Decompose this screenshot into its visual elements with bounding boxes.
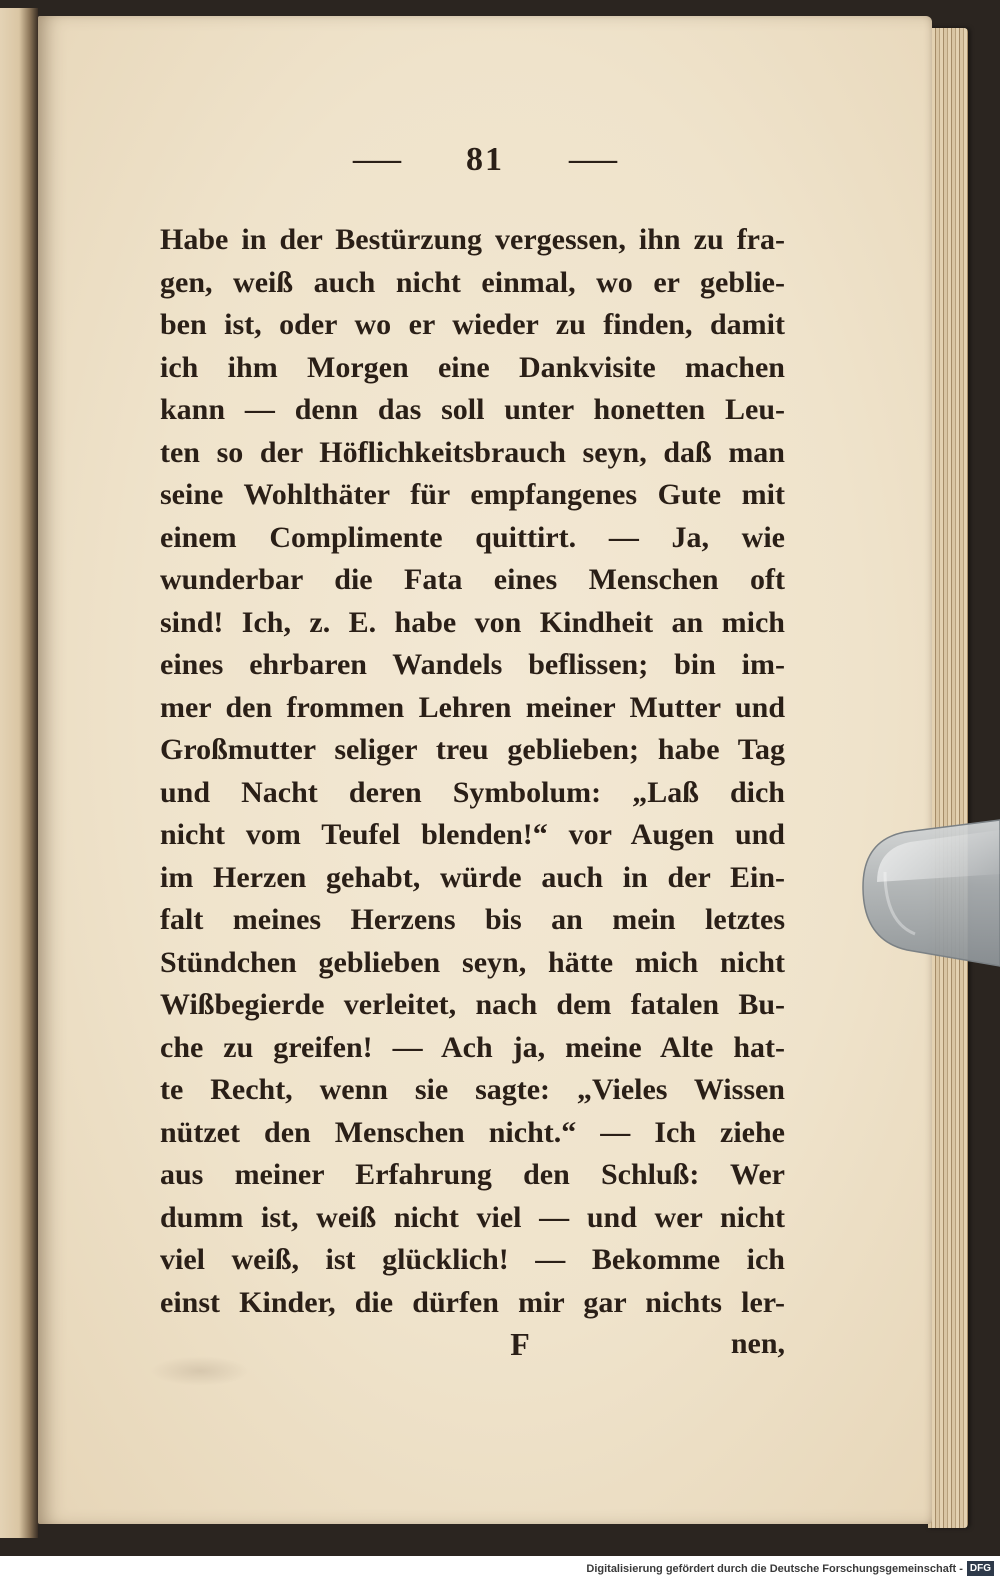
text-line: kann — denn das soll unter honetten Leu- — [160, 393, 785, 426]
text-line: gen, weiß auch nicht einmal, wo er geblie- — [160, 265, 785, 299]
header-rule-left: — — [353, 143, 401, 176]
text-line: Stündchen geblieben seyn, hätte mich nicht — [160, 945, 785, 979]
credit-bar — [0, 1556, 1000, 1582]
credit-text: Digitalisierung gefördert durch die Deutsche Forschungsgemeinschaft - — [586, 1562, 963, 1575]
text-line: seine Wohlthäter für empfangenes Gute mit — [160, 478, 785, 511]
text-line: nicht vom Teufel blenden!“ vor Augen und — [160, 818, 785, 851]
running-head — [353, 136, 617, 184]
catchword: nen, — [730, 1327, 785, 1360]
previous-page-edge — [0, 8, 38, 1538]
text-line: nützet den Menschen nicht.“ — Ich ziehe — [160, 1115, 785, 1149]
text-line: ich ihm Morgen eine Dankvisite machen — [160, 350, 785, 384]
text-line: einem Complimente quittirt. — Ja, wie — [160, 520, 785, 554]
dfg-logo: DFG — [967, 1561, 994, 1576]
text-line: aus meiner Erfahrung den Schluß: Wer — [160, 1158, 785, 1191]
text-line: falt meines Herzens bis an mein letztes — [160, 903, 785, 936]
text-line: und Nacht deren Symbolum: „Laß dich — [160, 775, 785, 809]
stacked-page-edges — [928, 28, 968, 1528]
text-line: einst Kinder, die dürfen mir gar nichts ler- — [160, 1285, 785, 1319]
page-number: 81 — [466, 141, 504, 178]
text-line: mer den frommen Lehren meiner Mutter und — [160, 690, 785, 724]
text-line: dumm ist, weiß nicht viel — und wer nicht — [160, 1200, 785, 1234]
text-line: Großmutter seliger treu geblieben; habe Tag — [160, 733, 785, 766]
funding-credit — [586, 1561, 994, 1576]
text-line: Habe in der Bestürzung vergessen, ihn zu fra- — [160, 223, 785, 256]
text-line: Wißbegierde verleitet, nach dem fatalen Bu- — [160, 988, 785, 1021]
signature-mark: F — [510, 1326, 530, 1362]
text-line: wunderbar die Fata eines Menschen oft — [160, 563, 785, 596]
text-line: viel weiß, ist glücklich! — Bekomme ich — [160, 1243, 785, 1276]
text-line: sind! Ich, z. E. habe von Kindheit an mich — [160, 605, 785, 639]
text-line: che zu greifen! — Ach ja, meine Alte hat- — [160, 1030, 785, 1064]
bleed-through-mark — [150, 1356, 250, 1386]
page-clip-icon — [855, 812, 1000, 972]
text-line: eines ehrbaren Wandels beflissen; bin im- — [160, 648, 785, 681]
text-line: te Recht, wenn sie sagte: „Vieles Wissen — [160, 1073, 785, 1106]
text-line: im Herzen gehabt, würde auch in der Ein- — [160, 860, 785, 894]
text-line: ten so der Höflichkeitsbrauch seyn, daß man — [160, 435, 785, 469]
header-rule-right: — — [569, 143, 617, 176]
text-line: ben ist, oder wo er wieder zu finden, damit — [160, 308, 785, 341]
